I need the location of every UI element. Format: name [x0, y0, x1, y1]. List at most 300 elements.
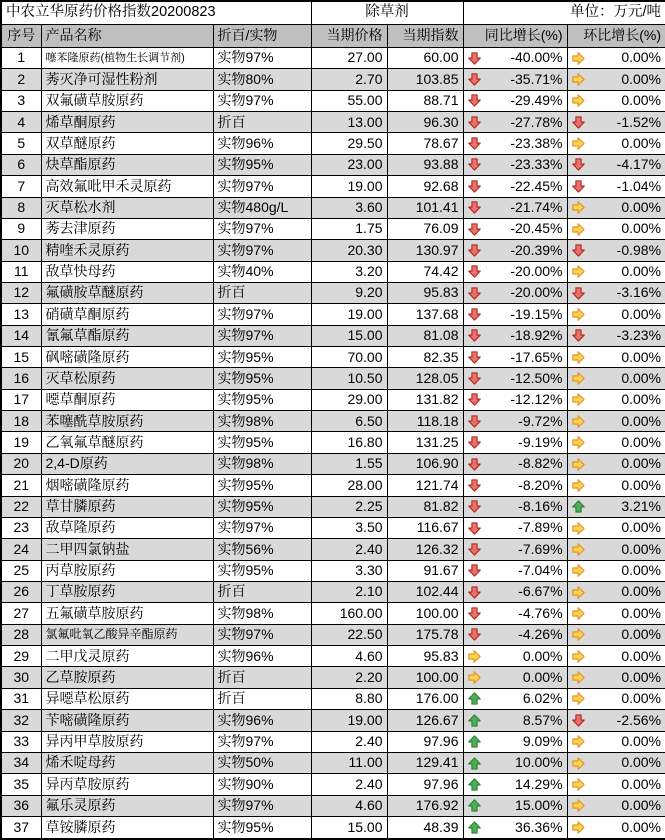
product-name-cell: 苯噻酰草胺原药 [41, 411, 213, 432]
trend-flat-icon [572, 372, 585, 385]
trend-flat-icon [572, 223, 585, 236]
trend-flat-icon [572, 799, 585, 812]
price-cell: 2.10 [311, 581, 387, 602]
index-cell: 76.09 [387, 218, 463, 239]
percent-value: 0.00% [621, 818, 662, 835]
mom-cell [567, 496, 665, 517]
spec-cell: 实物95% [213, 368, 311, 389]
spec-cell: 实物97% [213, 218, 311, 239]
trend-up-icon [468, 757, 481, 770]
product-name-cell: 二甲四氯钠盐 [41, 539, 213, 560]
mom-cell [567, 646, 665, 667]
yoy-cell [463, 218, 567, 239]
percent-value: 0.00% [621, 668, 662, 685]
percent-value: -20.00% [510, 284, 563, 301]
index-cell: 126.67 [387, 710, 463, 731]
percent-value: 0.00% [621, 391, 662, 408]
trend-flat-icon [572, 393, 585, 406]
trend-down-icon [572, 116, 585, 129]
percent-value: 0.00% [621, 433, 662, 450]
product-name-cell: 精喹禾灵原药 [41, 240, 213, 261]
index-cell: 78.67 [387, 133, 463, 154]
price-cell: 10.50 [311, 368, 387, 389]
trend-down-icon [572, 180, 585, 193]
unit-label: 单位：万元/吨 [463, 1, 665, 25]
percent-value: 0.00% [621, 604, 662, 621]
spec-cell: 实物480g/L [213, 197, 311, 218]
yoy-cell [463, 667, 567, 688]
mom-cell [567, 347, 665, 368]
price-cell: 4.60 [311, 795, 387, 816]
spec-cell: 实物97% [213, 795, 311, 816]
price-cell: 29.50 [311, 133, 387, 154]
trend-down-icon [572, 329, 585, 342]
product-name-cell: 硝磺草酮原药 [41, 304, 213, 325]
percent-value: -29.49% [510, 92, 563, 109]
table-body [1, 1, 665, 839]
product-name-cell: 丙草胺原药 [41, 560, 213, 581]
yoy-cell [463, 453, 567, 474]
percent-value: 0.00% [621, 455, 662, 472]
percent-value: -8.82% [518, 455, 563, 472]
serial-cell: 22 [1, 496, 41, 517]
index-cell: 60.00 [387, 48, 463, 69]
index-cell: 96.30 [387, 112, 463, 133]
trend-up-icon [468, 692, 481, 705]
index-cell: 93.88 [387, 154, 463, 175]
product-name-cell: 氟乐灵原药 [41, 795, 213, 816]
spec-cell: 实物97% [213, 48, 311, 69]
table-row [1, 710, 665, 731]
price-cell: 15.00 [311, 325, 387, 346]
trend-up-icon [468, 821, 481, 834]
percent-value: 0.00% [621, 92, 662, 109]
trend-down-icon [468, 223, 481, 236]
serial-cell: 31 [1, 688, 41, 709]
mom-cell [567, 475, 665, 496]
mom-cell [567, 282, 665, 303]
percent-value: 9.09% [522, 732, 563, 749]
trend-flat-icon [572, 351, 585, 364]
percent-value: 0.00% [621, 647, 662, 664]
spec-cell: 实物97% [213, 176, 311, 197]
product-name-cell: 灭草松水剂 [41, 197, 213, 218]
trend-flat-icon [572, 522, 585, 535]
table-row [1, 496, 665, 517]
product-name-cell: 异噁草松原药 [41, 688, 213, 709]
trend-down-icon [572, 287, 585, 300]
percent-value: -20.39% [510, 241, 563, 258]
serial-cell: 34 [1, 752, 41, 773]
serial-cell: 4 [1, 112, 41, 133]
percent-value: 0.00% [621, 220, 662, 237]
trend-flat-icon [572, 201, 585, 214]
serial-cell: 23 [1, 517, 41, 538]
percent-value: 0.00% [621, 690, 662, 707]
percent-value: -27.78% [510, 113, 563, 130]
trend-down-icon [468, 522, 481, 535]
yoy-cell [463, 325, 567, 346]
percent-value: -23.38% [510, 134, 563, 151]
mom-cell [567, 133, 665, 154]
serial-cell: 26 [1, 581, 41, 602]
mom-cell [567, 261, 665, 282]
price-cell: 2.40 [311, 731, 387, 752]
price-cell: 70.00 [311, 347, 387, 368]
table-title-row [1, 1, 665, 25]
percent-value: -8.16% [518, 498, 563, 515]
price-cell: 3.20 [311, 261, 387, 282]
spec-cell: 实物97% [213, 624, 311, 645]
percent-value: -35.71% [510, 70, 563, 87]
percent-value: -18.92% [510, 327, 563, 344]
mom-cell [567, 368, 665, 389]
table-row [1, 112, 665, 133]
index-cell: 130.97 [387, 240, 463, 261]
percent-value: 0.00% [621, 305, 662, 322]
yoy-cell [463, 282, 567, 303]
product-name-cell: 烯草酮原药 [41, 112, 213, 133]
product-name-cell: 噁草酮原药 [41, 389, 213, 410]
index-cell: 48.39 [387, 816, 463, 839]
spec-cell: 实物96% [213, 133, 311, 154]
col-header-price: 当期价格 [311, 25, 387, 48]
table-row [1, 176, 665, 197]
product-name-cell: 草甘膦原药 [41, 496, 213, 517]
trend-flat-icon [572, 73, 585, 86]
price-cell: 29.00 [311, 389, 387, 410]
serial-cell: 5 [1, 133, 41, 154]
table-row [1, 774, 665, 795]
serial-cell: 24 [1, 539, 41, 560]
trend-down-icon [468, 158, 481, 171]
mom-cell [567, 240, 665, 261]
mom-cell [567, 624, 665, 645]
serial-cell: 21 [1, 475, 41, 496]
col-header-product: 产品名称 [41, 25, 213, 48]
index-cell: 81.08 [387, 325, 463, 346]
yoy-cell [463, 261, 567, 282]
index-cell: 176.00 [387, 688, 463, 709]
table-row [1, 197, 665, 218]
index-cell: 97.96 [387, 774, 463, 795]
price-cell: 19.00 [311, 176, 387, 197]
trend-down-icon [468, 201, 481, 214]
trend-flat-icon [468, 671, 481, 684]
yoy-cell [463, 112, 567, 133]
mom-cell [567, 731, 665, 752]
percent-value: 0.00% [621, 583, 662, 600]
yoy-cell [463, 560, 567, 581]
percent-value: -7.04% [518, 562, 563, 579]
serial-cell: 17 [1, 389, 41, 410]
mom-cell [567, 69, 665, 90]
percent-value: 0.00% [621, 263, 662, 280]
serial-cell: 32 [1, 710, 41, 731]
price-cell: 4.60 [311, 646, 387, 667]
product-name-cell: 丁草胺原药 [41, 581, 213, 602]
percent-value: 0.00% [621, 476, 662, 493]
yoy-cell [463, 688, 567, 709]
serial-cell: 25 [1, 560, 41, 581]
table-row [1, 325, 665, 346]
percent-value: -8.20% [518, 476, 563, 493]
mom-cell [567, 432, 665, 453]
trend-up-icon [468, 778, 481, 791]
percent-value: -40.00% [510, 49, 563, 66]
spec-cell: 实物96% [213, 710, 311, 731]
percent-value: 0.00% [621, 775, 662, 792]
trend-down-icon [468, 500, 481, 513]
yoy-cell [463, 347, 567, 368]
percent-value: 0.00% [621, 754, 662, 771]
mom-cell [567, 667, 665, 688]
product-name-cell: 双氟磺草胺原药 [41, 90, 213, 111]
yoy-cell [463, 710, 567, 731]
trend-down-icon [572, 244, 585, 257]
percent-value: 6.02% [522, 690, 563, 707]
serial-cell: 35 [1, 774, 41, 795]
table-row [1, 731, 665, 752]
percent-value: 0.00% [621, 134, 662, 151]
yoy-cell [463, 816, 567, 839]
trend-down-icon [468, 628, 481, 641]
percent-value: -7.89% [518, 519, 563, 536]
mom-cell [567, 154, 665, 175]
trend-flat-icon [572, 671, 585, 684]
spec-cell: 实物98% [213, 411, 311, 432]
price-cell: 160.00 [311, 603, 387, 624]
serial-cell: 37 [1, 816, 41, 839]
serial-cell: 33 [1, 731, 41, 752]
mom-cell [567, 389, 665, 410]
table-row [1, 133, 665, 154]
price-cell: 27.00 [311, 48, 387, 69]
percent-value: 8.57% [522, 711, 563, 728]
percent-value: 36.36% [515, 818, 563, 835]
product-name-cell: 高效氟吡甲禾灵原药 [41, 176, 213, 197]
price-cell: 9.20 [311, 282, 387, 303]
mom-cell [567, 560, 665, 581]
product-name-cell: 二甲戊灵原药 [41, 646, 213, 667]
product-name-cell: 氰氟草酯原药 [41, 325, 213, 346]
index-cell: 137.68 [387, 304, 463, 325]
spec-cell: 实物56% [213, 539, 311, 560]
spec-cell: 实物96% [213, 646, 311, 667]
price-cell: 11.00 [311, 752, 387, 773]
table-row [1, 795, 665, 816]
trend-down-icon [468, 137, 481, 150]
trend-flat-icon [572, 52, 585, 65]
table-row [1, 816, 665, 839]
index-cell: 128.05 [387, 368, 463, 389]
table-row [1, 411, 665, 432]
mom-cell [567, 774, 665, 795]
percent-value: -9.19% [518, 433, 563, 450]
index-cell: 176.92 [387, 795, 463, 816]
trend-down-icon [468, 586, 481, 599]
trend-up-icon [468, 735, 481, 748]
price-cell: 2.25 [311, 496, 387, 517]
mom-cell [567, 795, 665, 816]
report-title: 中农立华原药价格指数20200823 [1, 1, 311, 25]
price-cell: 8.80 [311, 688, 387, 709]
index-cell: 106.90 [387, 453, 463, 474]
trend-flat-icon [572, 137, 585, 150]
trend-down-icon [468, 244, 481, 257]
index-cell: 88.71 [387, 90, 463, 111]
serial-cell: 27 [1, 603, 41, 624]
price-cell: 22.50 [311, 624, 387, 645]
table-row [1, 218, 665, 239]
table-row [1, 347, 665, 368]
col-header-mom: 环比增长(%) [567, 25, 665, 48]
product-name-cell: 乙草胺原药 [41, 667, 213, 688]
index-cell: 129.41 [387, 752, 463, 773]
yoy-cell [463, 496, 567, 517]
trend-flat-icon [572, 692, 585, 705]
serial-cell: 13 [1, 304, 41, 325]
table-row [1, 90, 665, 111]
product-name-cell: 炔草酯原药 [41, 154, 213, 175]
product-name-cell: 乙氧氟草醚原药 [41, 432, 213, 453]
table-row [1, 389, 665, 410]
serial-cell: 30 [1, 667, 41, 688]
product-name-cell: 莠去津原药 [41, 218, 213, 239]
table-row [1, 69, 665, 90]
serial-cell: 8 [1, 197, 41, 218]
yoy-cell [463, 411, 567, 432]
serial-cell: 2 [1, 69, 41, 90]
table-row [1, 517, 665, 538]
percent-value: -4.76% [518, 604, 563, 621]
spec-cell: 实物90% [213, 774, 311, 795]
percent-value: 0.00% [621, 348, 662, 365]
price-cell: 2.40 [311, 774, 387, 795]
mom-cell [567, 197, 665, 218]
spec-cell: 实物40% [213, 261, 311, 282]
serial-cell: 12 [1, 282, 41, 303]
yoy-cell [463, 581, 567, 602]
price-cell: 2.20 [311, 667, 387, 688]
mom-cell [567, 304, 665, 325]
table-row [1, 240, 665, 261]
trend-flat-icon [572, 586, 585, 599]
serial-cell: 28 [1, 624, 41, 645]
yoy-cell [463, 133, 567, 154]
index-cell: 100.00 [387, 603, 463, 624]
serial-cell: 11 [1, 261, 41, 282]
trend-down-icon [468, 94, 481, 107]
product-name-cell: 灭草松原药 [41, 368, 213, 389]
trend-flat-icon [572, 757, 585, 770]
percent-value: 0.00% [621, 540, 662, 557]
yoy-cell [463, 176, 567, 197]
trend-down-icon [468, 73, 481, 86]
percent-value: 0.00% [621, 70, 662, 87]
table-row [1, 432, 665, 453]
spec-cell: 折百 [213, 667, 311, 688]
trend-flat-icon [572, 479, 585, 492]
price-cell: 23.00 [311, 154, 387, 175]
index-cell: 103.85 [387, 69, 463, 90]
spec-cell: 折百 [213, 581, 311, 602]
index-cell: 100.00 [387, 667, 463, 688]
mom-cell [567, 710, 665, 731]
percent-value: -20.00% [510, 263, 563, 280]
index-cell: 121.74 [387, 475, 463, 496]
spec-cell: 实物98% [213, 453, 311, 474]
percent-value: 14.29% [515, 775, 563, 792]
percent-value: -1.04% [616, 177, 662, 194]
table-row [1, 261, 665, 282]
yoy-cell [463, 90, 567, 111]
index-cell: 131.82 [387, 389, 463, 410]
serial-cell: 20 [1, 453, 41, 474]
percent-value: -4.26% [518, 626, 563, 643]
trend-down-icon [468, 180, 481, 193]
serial-cell: 29 [1, 646, 41, 667]
serial-cell: 18 [1, 411, 41, 432]
percent-value: 0.00% [621, 797, 662, 814]
percent-value: -20.45% [510, 220, 563, 237]
trend-flat-icon [572, 458, 585, 471]
mom-cell [567, 176, 665, 197]
index-cell: 82.35 [387, 347, 463, 368]
mom-cell [567, 48, 665, 69]
yoy-cell [463, 304, 567, 325]
trend-down-icon [468, 329, 481, 342]
percent-value: 0.00% [621, 562, 662, 579]
product-name-cell: 敌草隆原药 [41, 517, 213, 538]
table-row [1, 688, 665, 709]
trend-down-icon [468, 436, 481, 449]
index-cell: 118.18 [387, 411, 463, 432]
trend-up-icon [468, 714, 481, 727]
spec-cell: 实物97% [213, 731, 311, 752]
spec-cell: 实物97% [213, 304, 311, 325]
trend-flat-icon [572, 628, 585, 641]
yoy-cell [463, 154, 567, 175]
price-cell: 19.00 [311, 304, 387, 325]
index-cell: 74.42 [387, 261, 463, 282]
col-header-index: 当期指数 [387, 25, 463, 48]
category-label: 除草剂 [311, 1, 463, 25]
spec-cell: 实物95% [213, 432, 311, 453]
table-row [1, 581, 665, 602]
mom-cell [567, 411, 665, 432]
trend-flat-icon [572, 265, 585, 278]
spec-cell: 折百 [213, 688, 311, 709]
spec-cell: 实物97% [213, 90, 311, 111]
trend-flat-icon [572, 415, 585, 428]
price-cell: 28.00 [311, 475, 387, 496]
table-row [1, 304, 665, 325]
percent-value: -21.74% [510, 199, 563, 215]
serial-cell: 9 [1, 218, 41, 239]
table-row [1, 282, 665, 303]
table-row [1, 453, 665, 474]
percent-value: 0.00% [621, 199, 662, 215]
mom-cell [567, 517, 665, 538]
price-cell: 2.40 [311, 539, 387, 560]
price-cell: 55.00 [311, 90, 387, 111]
mom-cell [567, 581, 665, 602]
trend-flat-icon [572, 735, 585, 748]
percent-value: -0.98% [616, 241, 662, 258]
percent-value: -23.33% [510, 156, 563, 173]
product-name-cell: 五氟磺草胺原药 [41, 603, 213, 624]
